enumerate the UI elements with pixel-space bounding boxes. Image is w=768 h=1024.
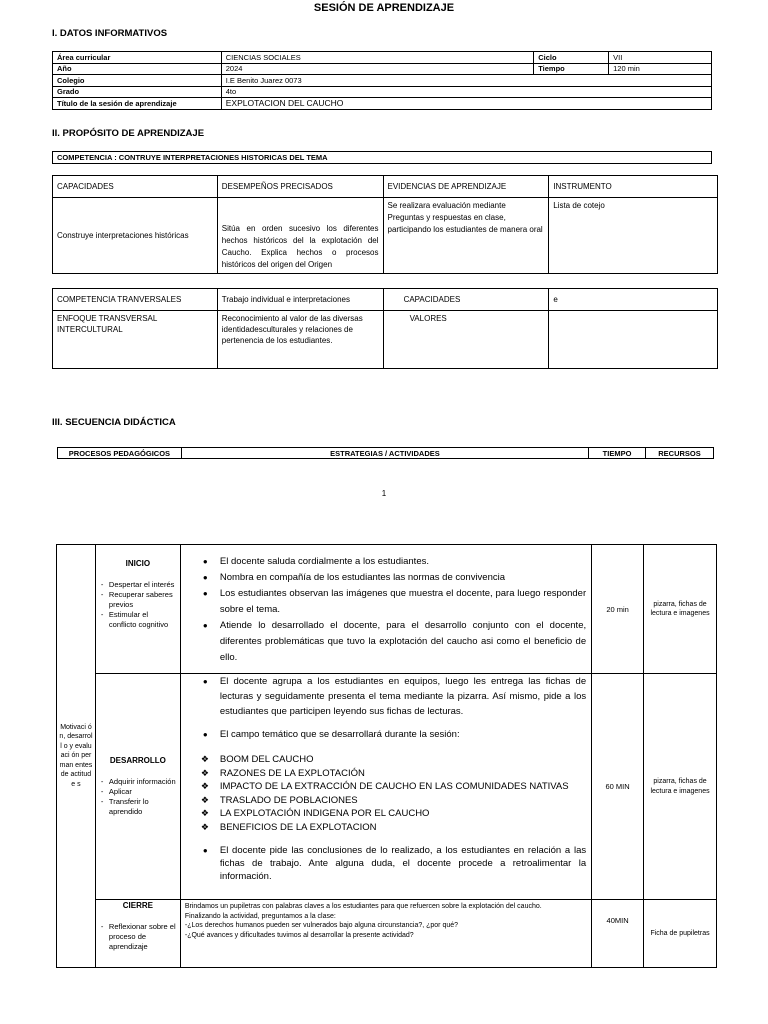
titulo-label: Título de la sesión de aprendizaje [53,98,222,110]
list-item: ● Atiende lo desarrollado el docente, para el desarrollo conjunto con el docente, diferentes problemáticas que tuvo la explotación del caucho asi como el beneficio de ello. [220,618,586,666]
ciclo-value: VII [609,52,712,64]
colegio-label: Colegio [53,75,222,87]
header-instrumento: INSTRUMENTO [549,176,718,198]
list-item: ● El docente pide las conclusiones de lo realizado, a los estudiantes en relación a las fichas de trabajo. Ante alguna duda, el docente procede a retroalimentar la información. [220,844,586,883]
grado-label: Grado [53,86,222,98]
tiempo-label: Tiempo [534,63,609,75]
temas-list [184,753,586,834]
list-item: - Estimular el conflicto cognitivo [109,610,177,630]
page-title: SESIÓN DE APRENDIZAJE [313,2,455,14]
inicio-process-list [99,580,177,630]
header-estrategias: ESTRATEGIAS / ACTIVIDADES [181,448,588,459]
list-item: ● Nombra en compañía de los estudiantes las normas de convivencia [220,570,586,586]
capacidad-cell: Construye interpretaciones históricas [53,198,218,274]
valores-label: VALORES [383,311,549,369]
page-number: 1 [381,489,387,498]
tema-item: ❖ BENEFICIOS DE LA EXPLOTACION [220,821,586,835]
evidencia-cell: Se realizara evaluación mediante Preguntas y respuestas en clase, participando los estudiantes de manera oral [383,198,549,274]
desarrollo-recursos: pizarra, fichas de lectura e imagenes [644,674,717,900]
section-secuencia-heading: III. SECUENCIA DIDÁCTICA [52,417,176,428]
tema-item: ❖ LA EXPLOTACIÓN INDIGENA POR EL CAUCHO [220,807,586,821]
capacidades-table [52,175,718,274]
cierre-line-2: Finalizando la actividad, preguntamos a la clase: [184,912,336,920]
anio-value: 2024 [221,63,533,75]
header-desempenos: DESEMPEÑOS PRECISADOS [217,176,383,198]
tema-item: ❖ IMPACTO DE LA EXTRACCIÓN DE CAUCHO EN LAS COMUNIDADES NATIVAS [220,780,586,794]
desarrollo-process-list [99,777,177,817]
cierre-process-list [99,922,177,952]
desarrollo-activities-list-3 [184,844,586,883]
desarrollo-activities-cell [180,674,591,900]
section-proposito-heading: II. PROPÓSITO DE APRENDIZAJE [52,128,205,139]
cierre-title: CIERRE [122,901,153,910]
header-recursos: RECURSOS [646,448,714,459]
list-item: - Reflexionar sobre el proceso de aprendizaje [109,922,177,952]
valores-value [549,311,718,369]
list-item: - Aplicar [109,787,177,797]
list-item: ● El campo temático que se desarrollará durante la sesión: [220,727,586,743]
list-item: ● El docente agrupa a los estudiantes en equipos, luego les entrega las fichas de lecturas y seguidamente presenta el tema mediante la pizarra. Así mismo, pide a los estudiantes que participen leyendo sus fichas de lecturas. [220,674,586,719]
titulo-value: EXPLOTACION DEL CAUCHO [221,98,711,110]
cierre-line-4: -¿Qué avances y dificultades tuvimos al desarrollar la presente actividad? [184,931,414,939]
header-procesos: PROCESOS PEDAGÓGICOS [58,448,182,459]
section-datos-heading: I. DATOS INFORMATIVOS [52,28,168,39]
desarrollo-activities-list-2 [184,727,586,743]
header-tiempo: TIEMPO [589,448,646,459]
tiempo-value: 120 min [609,63,712,75]
desarrollo-tiempo: 60 MIN [592,674,644,900]
inicio-activities-list [184,554,586,666]
transversal-table [52,288,718,369]
list-item: - Despertar el interés [109,580,177,590]
grado-value: 4to [221,86,711,98]
colegio-value: I.E Benito Juarez 0073 [221,75,711,87]
secuencia-table [56,544,717,968]
secuencia-header-table [57,447,714,459]
list-item: ● Los estudiantes observan las imágenes que muestra el docente, para luego responder sobre el tema. [220,586,586,618]
enfoque-value: Reconocimiento al valor de las diversas identidadesculturales y relaciones de pertenencia de los estudiantes. [217,311,383,369]
tema-item: ❖ RAZONES DE LA EXPLOTACIÓN [220,767,586,781]
header-evidencias: EVIDENCIAS DE APRENDIZAJE [383,176,549,198]
cierre-tiempo: 40MIN [592,900,644,968]
inicio-title: INICIO [125,559,151,568]
comp-transversal-label: COMPETENCIA TRANVERSALES [53,289,218,311]
header-capacidades: CAPACIDADES [53,176,218,198]
cierre-activities-cell [180,900,591,968]
enfoque-label: ENFOQUE TRANSVERSAL INTERCULTURAL [53,311,218,369]
anio-label: Año [53,63,222,75]
tema-item: ❖ BOOM DEL CAUCHO [220,753,586,767]
motivacion-label: Motivaci ón, desarroll o y evaluaci ón perman entes de actitude s [57,545,96,968]
instrumento-cell: Lista de cotejo [549,198,718,274]
comp-transversal-value: Trabajo individual e interpretaciones [217,289,383,311]
desarrollo-title: DESARROLLO [109,756,166,765]
cierre-process-cell [95,900,180,968]
capacidades-label: CAPACIDADES [383,289,549,311]
desarrollo-process-cell [95,674,180,900]
inicio-recursos: pizarra, fichas de lectura e imagenes [644,545,717,674]
capacidades-value: e [549,289,718,311]
inicio-tiempo: 20 min [592,545,644,674]
ciclo-label: Ciclo [534,52,609,64]
cierre-line-1: Brindamos un pupiletras con palabras claves a los estudiantes para que refuercen sobre la explotación del caucho. [184,903,542,910]
cierre-recursos: Ficha de pupiletras [644,900,717,968]
tema-item: ❖ TRASLADO DE POBLACIONES [220,794,586,808]
list-item: ● El docente saluda cordialmente a los estudiantes. [220,554,586,570]
list-item: - Recuperar saberes previos [109,590,177,610]
area-label: Área curricular [53,52,222,64]
area-value: CIENCIAS SOCIALES [221,52,533,64]
competencia-box: COMPETENCIA : CONTRUYE INTERPRETACIONES HISTORICAS DEL TEMA [52,151,712,164]
inicio-process-cell [95,545,180,674]
inicio-activities-cell [180,545,591,674]
list-item: - Transferir lo aprendido [109,797,177,817]
desarrollo-activities-list [184,674,586,719]
list-item: - Adquirir información [109,777,177,787]
cierre-line-3: -¿Los derechos humanos pueden ser vulnerados bajo alguna circunstancia?, ¿por qué? [184,922,459,929]
datos-table [52,51,712,110]
desempeno-cell: Sitúa en orden sucesivo los diferentes hechos históricos del la explotación del Caucho. Explica hechos o procesos históricos del origen del Origen [217,198,383,274]
